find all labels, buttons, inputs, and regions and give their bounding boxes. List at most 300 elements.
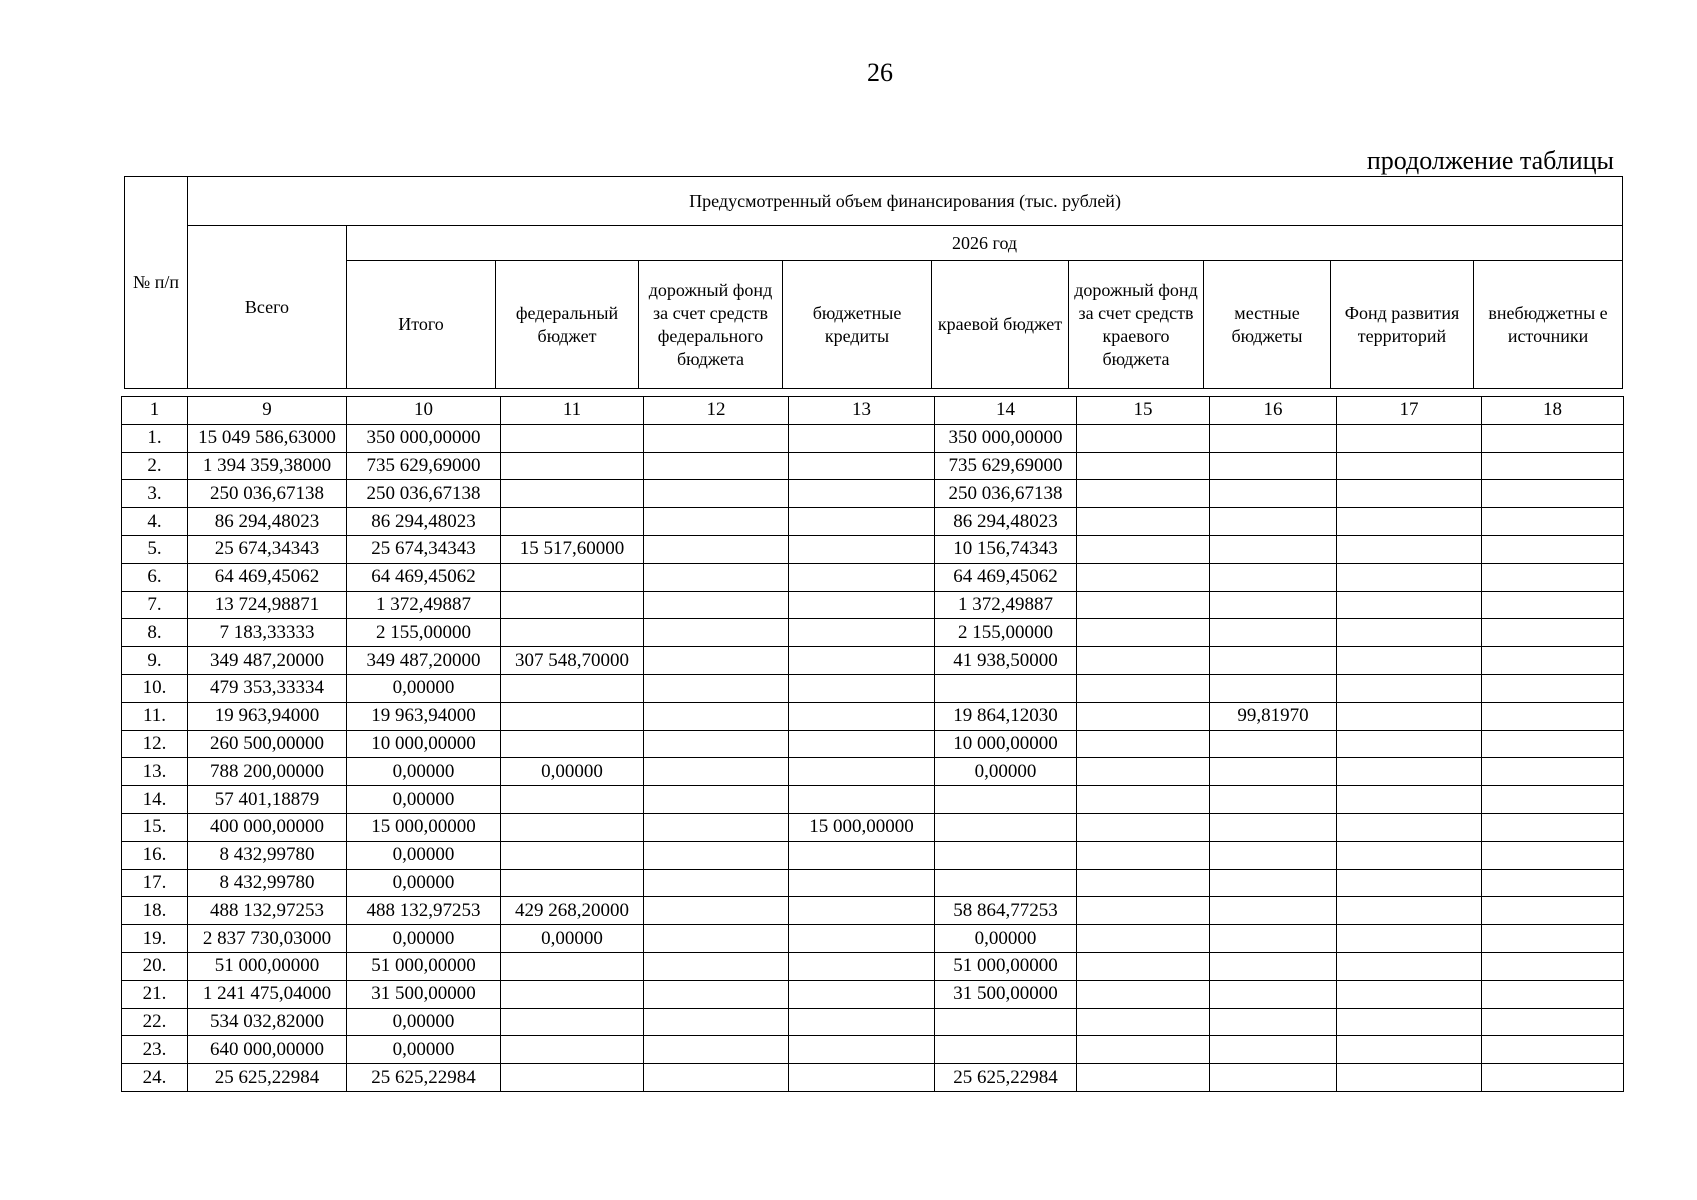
cell-total: 25 674,34343	[188, 535, 347, 563]
cell-number: 22.	[122, 1008, 188, 1036]
cell-federal-road-fund	[644, 619, 789, 647]
cell-territory-fund	[1337, 925, 1482, 953]
cell-territory-fund	[1337, 730, 1482, 758]
table-row	[122, 897, 1624, 925]
cell-regional-budget: 350 000,00000	[935, 424, 1077, 452]
cell-regional-road-fund	[1077, 647, 1210, 675]
table-header	[124, 176, 1623, 389]
cell-budget-credits	[789, 730, 935, 758]
cell-regional-budget: 64 469,45062	[935, 563, 1077, 591]
cell-extrabudgetary	[1482, 647, 1624, 675]
cell-regional-budget	[935, 841, 1077, 869]
cell-total: 15 049 586,63000	[188, 424, 347, 452]
cell-extrabudgetary	[1482, 591, 1624, 619]
cell-federal-budget	[501, 952, 644, 980]
cell-number: 23.	[122, 1036, 188, 1064]
cell-regional-road-fund	[1077, 508, 1210, 536]
cell-regional-road-fund	[1077, 897, 1210, 925]
cell-subtotal: 250 036,67138	[347, 480, 501, 508]
cell-federal-budget	[501, 591, 644, 619]
cell-subtotal: 19 963,94000	[347, 702, 501, 730]
cell-number: 9.	[122, 647, 188, 675]
cell-budget-credits	[789, 508, 935, 536]
cell-regional-road-fund	[1077, 591, 1210, 619]
table-row	[122, 424, 1624, 452]
column-header-budget-credits: бюджетные кредиты	[783, 261, 932, 389]
cell-regional-road-fund	[1077, 841, 1210, 869]
cell-total: 260 500,00000	[188, 730, 347, 758]
cell-extrabudgetary	[1482, 980, 1624, 1008]
column-header-subtotal: Итого	[347, 261, 496, 389]
cell-budget-credits	[789, 702, 935, 730]
cell-federal-road-fund	[644, 952, 789, 980]
cell-territory-fund	[1337, 647, 1482, 675]
cell-total: 19 963,94000	[188, 702, 347, 730]
cell-territory-fund	[1337, 535, 1482, 563]
cell-regional-road-fund	[1077, 869, 1210, 897]
cell-regional-budget: 58 864,77253	[935, 897, 1077, 925]
cell-territory-fund	[1337, 897, 1482, 925]
cell-territory-fund	[1337, 980, 1482, 1008]
cell-federal-road-fund	[644, 1064, 789, 1092]
column-number-cell: 17	[1337, 397, 1482, 425]
cell-extrabudgetary	[1482, 1008, 1624, 1036]
cell-federal-budget	[501, 563, 644, 591]
cell-territory-fund	[1337, 841, 1482, 869]
column-header-federal-budget: федеральный бюджет	[496, 261, 639, 389]
cell-regional-road-fund	[1077, 1036, 1210, 1064]
cell-budget-credits	[789, 647, 935, 675]
cell-regional-budget	[935, 674, 1077, 702]
cell-extrabudgetary	[1482, 619, 1624, 647]
cell-local-budgets	[1210, 897, 1337, 925]
cell-local-budgets	[1210, 452, 1337, 480]
cell-regional-budget: 51 000,00000	[935, 952, 1077, 980]
cell-number: 21.	[122, 980, 188, 1008]
cell-local-budgets	[1210, 786, 1337, 814]
cell-federal-budget	[501, 813, 644, 841]
cell-subtotal: 0,00000	[347, 674, 501, 702]
column-header-extrabudgetary: внебюджетны е источники	[1474, 261, 1623, 389]
cell-budget-credits	[789, 591, 935, 619]
cell-extrabudgetary	[1482, 813, 1624, 841]
cell-number: 10.	[122, 674, 188, 702]
cell-budget-credits	[789, 674, 935, 702]
table-row	[122, 591, 1624, 619]
cell-total: 1 241 475,04000	[188, 980, 347, 1008]
cell-federal-budget: 429 268,20000	[501, 897, 644, 925]
cell-federal-budget: 15 517,60000	[501, 535, 644, 563]
cell-local-budgets	[1210, 980, 1337, 1008]
cell-federal-budget	[501, 508, 644, 536]
cell-number: 2.	[122, 452, 188, 480]
cell-territory-fund	[1337, 869, 1482, 897]
cell-total: 788 200,00000	[188, 758, 347, 786]
cell-number: 4.	[122, 508, 188, 536]
cell-number: 13.	[122, 758, 188, 786]
cell-budget-credits	[789, 980, 935, 1008]
table-row	[122, 730, 1624, 758]
cell-federal-budget	[501, 786, 644, 814]
cell-territory-fund	[1337, 452, 1482, 480]
table-row	[122, 1064, 1624, 1092]
cell-regional-road-fund	[1077, 674, 1210, 702]
cell-regional-budget	[935, 813, 1077, 841]
cell-territory-fund	[1337, 1008, 1482, 1036]
cell-budget-credits	[789, 1008, 935, 1036]
cell-regional-budget: 10 000,00000	[935, 730, 1077, 758]
cell-territory-fund	[1337, 591, 1482, 619]
cell-total: 13 724,98871	[188, 591, 347, 619]
cell-budget-credits	[789, 535, 935, 563]
column-header-regional-budget: краевой бюджет	[932, 261, 1069, 389]
table-row	[122, 813, 1624, 841]
cell-local-budgets	[1210, 869, 1337, 897]
cell-subtotal: 350 000,00000	[347, 424, 501, 452]
cell-budget-credits	[789, 1064, 935, 1092]
cell-budget-credits	[789, 452, 935, 480]
cell-local-budgets	[1210, 674, 1337, 702]
column-number-cell: 12	[644, 397, 789, 425]
year-header: 2026 год	[347, 226, 1623, 261]
cell-total: 64 469,45062	[188, 563, 347, 591]
cell-subtotal: 51 000,00000	[347, 952, 501, 980]
cell-federal-road-fund	[644, 1036, 789, 1064]
cell-local-budgets	[1210, 758, 1337, 786]
cell-subtotal: 10 000,00000	[347, 730, 501, 758]
cell-subtotal: 31 500,00000	[347, 980, 501, 1008]
cell-federal-budget: 0,00000	[501, 925, 644, 953]
cell-number: 7.	[122, 591, 188, 619]
cell-extrabudgetary	[1482, 674, 1624, 702]
cell-federal-road-fund	[644, 452, 789, 480]
cell-local-budgets	[1210, 424, 1337, 452]
cell-federal-road-fund	[644, 480, 789, 508]
cell-regional-budget: 2 155,00000	[935, 619, 1077, 647]
cell-federal-road-fund	[644, 980, 789, 1008]
cell-budget-credits	[789, 869, 935, 897]
cell-number: 1.	[122, 424, 188, 452]
cell-regional-road-fund	[1077, 480, 1210, 508]
table-row	[122, 452, 1624, 480]
cell-budget-credits	[789, 952, 935, 980]
table-row	[122, 702, 1624, 730]
cell-total: 2 837 730,03000	[188, 925, 347, 953]
cell-territory-fund	[1337, 424, 1482, 452]
cell-local-budgets	[1210, 1064, 1337, 1092]
table-row	[122, 786, 1624, 814]
column-header-territory-fund: Фонд развития территорий	[1331, 261, 1474, 389]
cell-regional-budget	[935, 1036, 1077, 1064]
cell-regional-budget	[935, 1008, 1077, 1036]
table-row	[122, 619, 1624, 647]
table-row	[122, 841, 1624, 869]
cell-local-budgets	[1210, 841, 1337, 869]
cell-federal-budget	[501, 480, 644, 508]
cell-subtotal: 0,00000	[347, 758, 501, 786]
cell-number: 15.	[122, 813, 188, 841]
cell-number: 16.	[122, 841, 188, 869]
cell-federal-budget: 307 548,70000	[501, 647, 644, 675]
cell-territory-fund	[1337, 480, 1482, 508]
cell-local-budgets	[1210, 508, 1337, 536]
cell-budget-credits	[789, 1036, 935, 1064]
column-number-cell: 14	[935, 397, 1077, 425]
cell-number: 11.	[122, 702, 188, 730]
cell-subtotal: 0,00000	[347, 786, 501, 814]
cell-subtotal: 0,00000	[347, 1008, 501, 1036]
cell-extrabudgetary	[1482, 730, 1624, 758]
column-number-cell: 13	[789, 397, 935, 425]
cell-extrabudgetary	[1482, 535, 1624, 563]
cell-number: 12.	[122, 730, 188, 758]
table-row	[122, 925, 1624, 953]
cell-subtotal: 25 625,22984	[347, 1064, 501, 1092]
column-header-federal-road-fund: дорожный фонд за счет средств федерального бюджета	[639, 261, 783, 389]
cell-territory-fund	[1337, 674, 1482, 702]
cell-total: 479 353,33334	[188, 674, 347, 702]
cell-federal-road-fund	[644, 897, 789, 925]
cell-federal-road-fund	[644, 591, 789, 619]
table-row	[122, 480, 1624, 508]
column-header-number: № п/п	[125, 177, 188, 389]
cell-regional-road-fund	[1077, 952, 1210, 980]
cell-territory-fund	[1337, 1064, 1482, 1092]
cell-number: 3.	[122, 480, 188, 508]
cell-regional-road-fund	[1077, 1008, 1210, 1036]
cell-total: 250 036,67138	[188, 480, 347, 508]
cell-territory-fund	[1337, 758, 1482, 786]
cell-regional-budget: 0,00000	[935, 758, 1077, 786]
cell-number: 19.	[122, 925, 188, 953]
table-row	[122, 508, 1624, 536]
cell-regional-budget: 10 156,74343	[935, 535, 1077, 563]
cell-federal-road-fund	[644, 841, 789, 869]
cell-subtotal: 0,00000	[347, 925, 501, 953]
cell-subtotal: 0,00000	[347, 1036, 501, 1064]
cell-regional-road-fund	[1077, 702, 1210, 730]
page-number: 26	[867, 58, 893, 87]
cell-total: 534 032,82000	[188, 1008, 347, 1036]
cell-extrabudgetary	[1482, 702, 1624, 730]
cell-total: 400 000,00000	[188, 813, 347, 841]
cell-regional-road-fund	[1077, 925, 1210, 953]
cell-local-budgets	[1210, 1008, 1337, 1036]
cell-number: 20.	[122, 952, 188, 980]
cell-budget-credits	[789, 619, 935, 647]
continuation-label: продолжение таблицы	[1366, 146, 1614, 175]
table-row	[122, 674, 1624, 702]
cell-regional-road-fund	[1077, 563, 1210, 591]
cell-regional-road-fund	[1077, 758, 1210, 786]
cell-subtotal: 86 294,48023	[347, 508, 501, 536]
cell-total: 57 401,18879	[188, 786, 347, 814]
cell-extrabudgetary	[1482, 452, 1624, 480]
cell-regional-budget: 19 864,12030	[935, 702, 1077, 730]
cell-subtotal: 0,00000	[347, 841, 501, 869]
column-number-cell: 18	[1482, 397, 1624, 425]
cell-local-budgets	[1210, 619, 1337, 647]
cell-local-budgets	[1210, 730, 1337, 758]
column-number-cell: 16	[1210, 397, 1337, 425]
cell-territory-fund	[1337, 619, 1482, 647]
cell-federal-road-fund	[644, 702, 789, 730]
cell-local-budgets	[1210, 813, 1337, 841]
data-table	[121, 396, 1624, 1092]
cell-local-budgets	[1210, 647, 1337, 675]
cell-regional-road-fund	[1077, 980, 1210, 1008]
cell-subtotal: 64 469,45062	[347, 563, 501, 591]
cell-subtotal: 0,00000	[347, 869, 501, 897]
cell-federal-budget	[501, 841, 644, 869]
column-number-cell: 15	[1077, 397, 1210, 425]
cell-regional-budget: 735 629,69000	[935, 452, 1077, 480]
cell-federal-road-fund	[644, 925, 789, 953]
cell-regional-road-fund	[1077, 619, 1210, 647]
table-row	[122, 563, 1624, 591]
cell-total: 51 000,00000	[188, 952, 347, 980]
cell-local-budgets	[1210, 1036, 1337, 1064]
cell-federal-road-fund	[644, 563, 789, 591]
cell-extrabudgetary	[1482, 563, 1624, 591]
cell-regional-road-fund	[1077, 452, 1210, 480]
cell-number: 18.	[122, 897, 188, 925]
cell-local-budgets	[1210, 952, 1337, 980]
cell-budget-credits	[789, 841, 935, 869]
cell-subtotal: 488 132,97253	[347, 897, 501, 925]
financing-header: Предусмотренный объем финансирования (тыс. рублей)	[188, 177, 1623, 226]
cell-federal-road-fund	[644, 730, 789, 758]
column-header-total: Всего	[188, 226, 347, 389]
cell-regional-road-fund	[1077, 424, 1210, 452]
cell-total: 349 487,20000	[188, 647, 347, 675]
cell-budget-credits	[789, 758, 935, 786]
cell-federal-road-fund	[644, 674, 789, 702]
cell-extrabudgetary	[1482, 758, 1624, 786]
cell-territory-fund	[1337, 508, 1482, 536]
cell-federal-road-fund	[644, 786, 789, 814]
table-row	[122, 980, 1624, 1008]
cell-regional-road-fund	[1077, 813, 1210, 841]
cell-regional-budget: 86 294,48023	[935, 508, 1077, 536]
cell-territory-fund	[1337, 786, 1482, 814]
table-row	[122, 535, 1624, 563]
table-row	[122, 647, 1624, 675]
column-header-local-budgets: местные бюджеты	[1204, 261, 1331, 389]
table-row	[122, 869, 1624, 897]
cell-federal-budget	[501, 869, 644, 897]
cell-federal-road-fund	[644, 647, 789, 675]
cell-regional-budget: 1 372,49887	[935, 591, 1077, 619]
cell-number: 6.	[122, 563, 188, 591]
cell-extrabudgetary	[1482, 841, 1624, 869]
cell-extrabudgetary	[1482, 1036, 1624, 1064]
cell-total: 86 294,48023	[188, 508, 347, 536]
column-header-regional-road-fund: дорожный фонд за счет средств краевого бюджета	[1069, 261, 1204, 389]
cell-regional-road-fund	[1077, 1064, 1210, 1092]
cell-local-budgets	[1210, 563, 1337, 591]
cell-local-budgets	[1210, 925, 1337, 953]
cell-number: 14.	[122, 786, 188, 814]
cell-total: 1 394 359,38000	[188, 452, 347, 480]
cell-budget-credits	[789, 563, 935, 591]
cell-territory-fund	[1337, 1036, 1482, 1064]
table-row	[122, 1008, 1624, 1036]
cell-territory-fund	[1337, 813, 1482, 841]
cell-budget-credits	[789, 480, 935, 508]
cell-federal-budget	[501, 424, 644, 452]
cell-number: 24.	[122, 1064, 188, 1092]
cell-extrabudgetary	[1482, 1064, 1624, 1092]
cell-subtotal: 735 629,69000	[347, 452, 501, 480]
cell-extrabudgetary	[1482, 424, 1624, 452]
cell-regional-budget	[935, 786, 1077, 814]
cell-federal-road-fund	[644, 424, 789, 452]
table-row	[122, 952, 1624, 980]
cell-extrabudgetary	[1482, 786, 1624, 814]
cell-subtotal: 1 372,49887	[347, 591, 501, 619]
cell-federal-budget	[501, 674, 644, 702]
cell-extrabudgetary	[1482, 869, 1624, 897]
cell-regional-budget: 25 625,22984	[935, 1064, 1077, 1092]
cell-local-budgets	[1210, 535, 1337, 563]
cell-budget-credits	[789, 897, 935, 925]
cell-number: 17.	[122, 869, 188, 897]
table-row	[122, 1036, 1624, 1064]
cell-federal-budget: 0,00000	[501, 758, 644, 786]
cell-federal-budget	[501, 1064, 644, 1092]
cell-extrabudgetary	[1482, 508, 1624, 536]
column-number-row	[122, 397, 1624, 425]
cell-total: 25 625,22984	[188, 1064, 347, 1092]
cell-territory-fund	[1337, 702, 1482, 730]
table-row	[122, 758, 1624, 786]
cell-extrabudgetary	[1482, 897, 1624, 925]
cell-federal-road-fund	[644, 535, 789, 563]
cell-regional-budget: 31 500,00000	[935, 980, 1077, 1008]
cell-number: 8.	[122, 619, 188, 647]
cell-subtotal: 25 674,34343	[347, 535, 501, 563]
cell-territory-fund	[1337, 563, 1482, 591]
cell-budget-credits	[789, 925, 935, 953]
cell-subtotal: 349 487,20000	[347, 647, 501, 675]
cell-regional-road-fund	[1077, 535, 1210, 563]
cell-federal-budget	[501, 980, 644, 1008]
cell-total: 640 000,00000	[188, 1036, 347, 1064]
cell-regional-budget	[935, 869, 1077, 897]
cell-local-budgets	[1210, 591, 1337, 619]
cell-territory-fund	[1337, 952, 1482, 980]
cell-regional-road-fund	[1077, 730, 1210, 758]
cell-total: 488 132,97253	[188, 897, 347, 925]
cell-federal-budget	[501, 730, 644, 758]
cell-federal-road-fund	[644, 758, 789, 786]
cell-federal-budget	[501, 702, 644, 730]
cell-federal-road-fund	[644, 1008, 789, 1036]
column-number-cell: 11	[501, 397, 644, 425]
cell-federal-budget	[501, 452, 644, 480]
cell-extrabudgetary	[1482, 480, 1624, 508]
cell-extrabudgetary	[1482, 925, 1624, 953]
cell-budget-credits: 15 000,00000	[789, 813, 935, 841]
cell-extrabudgetary	[1482, 952, 1624, 980]
cell-total: 8 432,99780	[188, 841, 347, 869]
column-number-cell: 9	[188, 397, 347, 425]
cell-subtotal: 2 155,00000	[347, 619, 501, 647]
cell-budget-credits	[789, 786, 935, 814]
column-number-cell: 1	[122, 397, 188, 425]
cell-regional-budget: 0,00000	[935, 925, 1077, 953]
